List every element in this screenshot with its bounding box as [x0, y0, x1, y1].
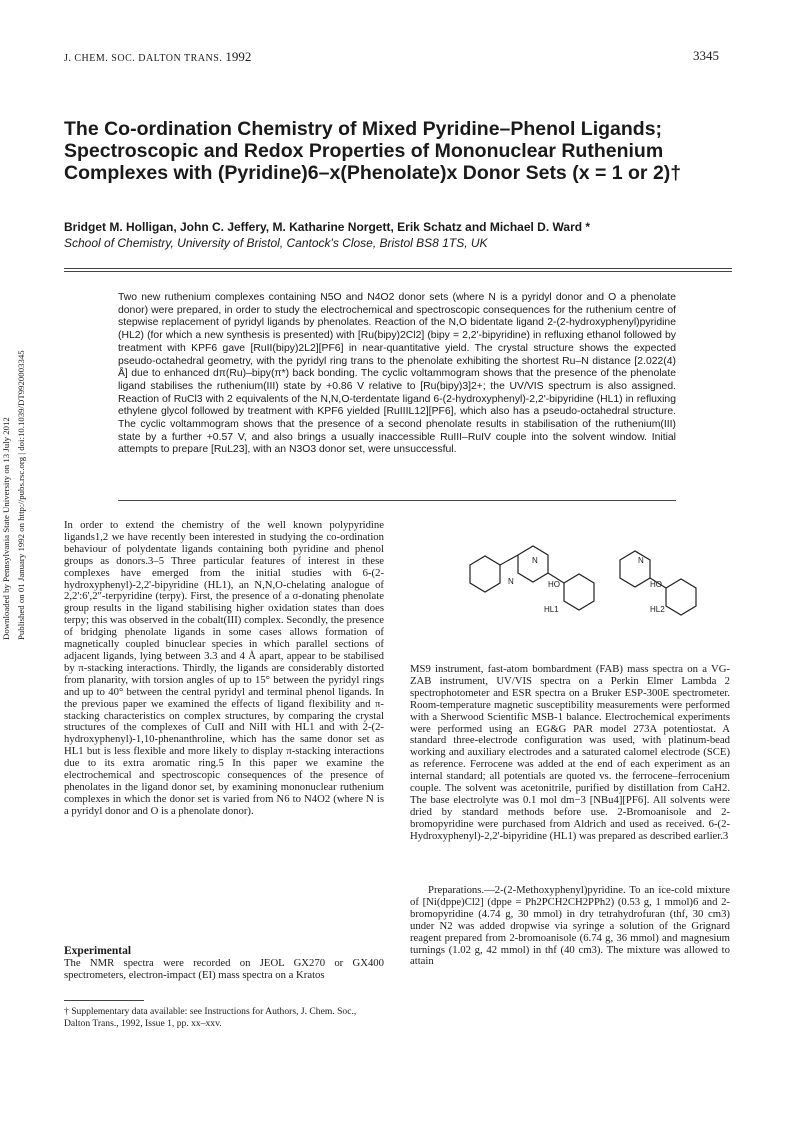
hl2-pyridine-ring — [620, 551, 650, 587]
intro-text: In order to extend the chemistry of the well known polypyridine ligands1,2 we have recently been interested in studying the co-ordination behaviour of polydentate ligands containing both pyridine and phenol groups as donors.3–5 Three particular features of interest in these complexes have emerged from the initial studies with 6-(2-hydroxyphenyl)-2,2'-bipyridine (HL1), an N,N,O-chelating analogue of 2,2':6',2"-terpyridine (terpy). First, the presence of a σ-donating phenolate group results in the ligand stabilising higher oxidation states than does terpy; this was observed in the cobalt(III) complex. Secondly, the presence of bridging phenolate ligands in some cases allows formation of magnetically coupled binuclear species in which parallel sections of adjacent ligands, lying between 3.3 and 4 Å apart, appear to be stabilised by π-stacking interactions. Thirdly, the ligands are considerably distorted from planarity, with torsion angles of up to 15° between the pyridyl rings and up to 40° between the central pyridyl and terminal phenol ligands. In the previous paper we examined the effects of ligand flexibility and π-stacking characteristics on complex structures, by comparing the crystal structures of the complexes of CuII and NiII with HL1 and with 2-(2-hydroxyphenyl)-1,10-phenanthroline, which has the same donor set as HL1 but is less flexible and more likely to display π-stacking interactions due to its extra aromatic ring.5 In this paper we examine the electrochemical and spectroscopic consequences of the presence of phenolates in the ligand donor set, by examining mononuclear ruthenium complexes in which the donor set is varied from N6 to N4O2 (where N is a pyridyl donor and O is a phenolate donor). — [64, 519, 384, 817]
journal-name: J. CHEM. SOC. DALTON TRANS. — [64, 53, 223, 64]
publication-sidebar — [16, 300, 30, 640]
footnote-rule — [64, 1000, 144, 1001]
methods-text: MS9 instrument, fast-atom bombardment (FAB) mass spectra on a VG-ZAB instrument, UV/VIS spectra on a Perkin Elmer Lambda 2 spectrophotometer and ESR spectra on a Bruker ESP-300E spectrometer. Room-temperature magnetic susceptibility measurements were performed with a Sherwood Scientific MSB-1 balance. Electrochemical experiments were performed using an EG&G PAR model 273A potentiostat. A standard three-electrode configuration was used, with platinum-bead working and auxiliary electrodes and a saturated calomel electrode (SCE) as reference. Ferrocene was added at the end of each experiment as an internal standard; all potentials are quoted vs. the ferrocene–ferrocenium couple. The solvent was acetonitrile, purified by distillation from CaH2. The base electrolyte was 0.1 mol dm−3 [NBu4][PF6]. All solvents were dried by standard methods before use. 2-Bromoanisole and 2-bromopyridine were purchased from Aldrich and used as received. 6-(2-Hydroxyphenyl)-2,2'-bipyridine (HL1) was prepared as described earlier.3 — [410, 663, 730, 842]
top-rule-2 — [64, 271, 732, 272]
publication-notice: Published on 01 January 1992 on http://pubs.rsc.org | doi:10.1039/DT9920003345 — [16, 350, 26, 640]
supplementary-footnote: † Supplementary data available: see Instructions for Authors, J. Chem. Soc., Dalton Trans., 1992, Issue 1, pp. xx–xxv. — [64, 1006, 357, 1029]
experimental-heading: Experimental — [64, 945, 132, 957]
download-sidebar — [1, 300, 15, 640]
hl2-phenol-ring — [666, 579, 696, 615]
experimental-text: The NMR spectra were recorded on JEOL GX270 or GX400 spectrometers, electron-impact (EI) mass spectra on a Kratos — [64, 957, 384, 981]
hl2-n-label: N — [638, 556, 644, 565]
preparations-text: Preparations.—2-(2-Methoxyphenyl)pyridine. To an ice-cold mixture of [Ni(dppe)Cl2] (dppe = Ph2PCH2CH2PPh2) (0.53 g, 1 mmol)6 and 2-bromopyridine (4.74 g, 30 mmol) in dry tetrahydrofuran (thf, 30 cm3) under N2 was added dropwise via syringe a solution of the Grignard reagent prepared from 2-bromoanisole (6.74 g, 36 mmol) and magnesium turnings (1.02 g, 42 mmol) in thf (40 cm3). The mixture was allowed to attain — [410, 884, 730, 968]
article-title: The Co-ordination Chemistry of Mixed Pyridine–Phenol Ligands; Spectroscopic and Redox Properties of Mononuclear Ruthenium Complexes with (Pyridine)6–x(Phenolate)x Donor Sets (x = 1 or 2)† — [64, 118, 682, 184]
journal-year: 1992 — [225, 49, 252, 64]
hl1-n2-label: N — [532, 556, 538, 565]
hl1-label: HL1 — [544, 605, 559, 614]
top-rule — [64, 268, 732, 269]
hl2-ho-label: HO — [650, 580, 662, 589]
hl1-phenol-ring — [564, 574, 594, 610]
abstract: Two new ruthenium complexes containing N5O and N4O2 donor sets (where N is a pyridyl donor and O a phenolate donor) were prepared, in order to study the electrochemical and spectroscopic consequences for the ruthenium centre of stepwise replacement of pyridyl ligands by phenolates. Reaction of the N,O bidentate ligand 2-(2-hydroxyphenyl)pyridine (HL2) (for which a new synthesis is presented) with [Ru(bipy)2Cl2] (bipy = 2,2'-bipyridine) in refluxing ethanol followed by treatment with KPF6 gave [RuII(bipy)2L2][PF6] in near-quantitative yield. The crystal structure shows the expected pseudo-octahedral geometry, with the pyridyl ring trans to the phenolate exhibiting the shortest Ru–N distance [2.022(4) Å] due to enhanced dπ(Ru)–bipy(π*) back bonding. The cyclic voltammogram shows that the presence of the phenolate ligand stabilises the ruthenium(III) state by +0.86 V relative to [Ru(bipy)3]2+; the UV/VIS spectrum is also assigned. Reaction of RuCl3 with 2 equivalents of the N,N,O-terdentate ligand 6-(2-hydroxyphenyl)-2,2'-bipyridine (HL1) in refluxing ethylene glycol followed by treatment with KPF6 yielded [RuIIIL12][PF6], which also has a pseudo-octahedral structure. The cyclic voltammogram shows that the presence of a second phenolate results in stabilisation of the ruthenium(III) state by a further +0.57 V, and also brings a usually inaccessible RuIII–RuIV couple into the solvent window. Initial attempts to prepare [RuL23], with an N3O3 donor set, were unsuccessful. — [118, 292, 676, 456]
page-number: 3345 — [693, 48, 719, 63]
affiliation: School of Chemistry, University of Bristol, Cantock's Close, Bristol BS8 1TS, UK — [64, 236, 488, 250]
hl1-n-label: N — [508, 577, 514, 586]
author-list: Bridget M. Holligan, John C. Jeffery, M. Katharine Norgett, Erik Schatz and Michael D. Ward * — [64, 220, 591, 234]
hl1-structure — [440, 525, 740, 625]
hl1-pyridine-ring-1 — [470, 556, 500, 592]
hl1-ho-label: HO — [548, 580, 560, 589]
hl2-label: HL2 — [650, 605, 665, 614]
download-notice: Downloaded by Pennsylvania State University on 13 July 2012 — [1, 417, 11, 640]
abstract-rule — [118, 500, 676, 501]
